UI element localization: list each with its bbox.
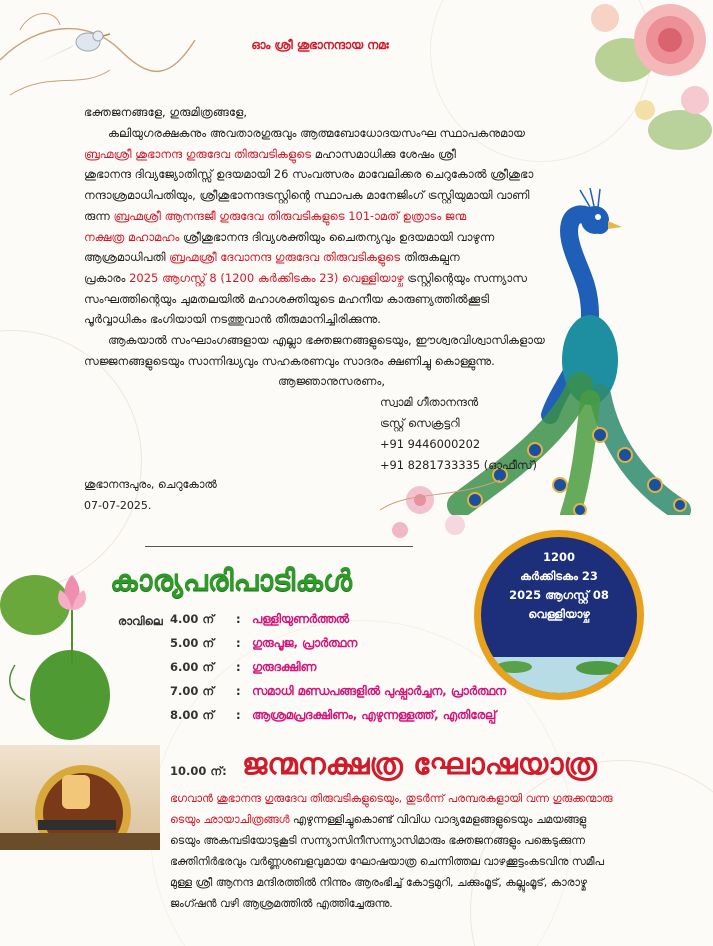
body-line: [84, 227, 494, 248]
text-run: മഹാസമാധിക്കു ശേഷം ശ്രീ: [311, 146, 456, 161]
body-line: [84, 309, 381, 330]
text-run: ആകയാൽ സംഘാംഗങ്ങളായ എല്ലാ ഭക്തജനങ്ങളുടെയും, ഈശ്വരവിശ്വാസികളായ: [108, 333, 545, 347]
body-line: [108, 330, 545, 351]
schedule-event: സമാധി മണ്ഡപങ്ങളിൽ പുഷ്പാർച്ചന, പ്രാർത്ഥന: [252, 684, 506, 698]
body-line: [84, 144, 456, 165]
text-run: ട്രസ്റ്റിന്റെയും സന്ന്യാസ: [403, 270, 527, 285]
badge-weekday: വെള്ളിയാഴ്ച: [528, 607, 590, 621]
highlighted-text: ഭഗവാൻ ശുഭാനന്ദ ഗുരുദേവ തിരുവടികളുടെയും, തുടർന്ന് പരമ്പരകളായി വന്ന ഗുരുക്കന്മാരു: [170, 792, 613, 805]
header-invocation: ഓം ശ്രീ ശുഭാനന്ദായ നമഃ: [251, 38, 389, 52]
schedule-time: 8.00 ന്: [170, 708, 215, 722]
body-line: [84, 289, 489, 310]
signatory-name: സ്വാമി ഗീതാനന്ദൻ: [380, 395, 479, 409]
lotus-leaves-decoration: [0, 555, 120, 755]
text-run: ആശ്രമാധിപതി: [84, 250, 170, 265]
badge-malayalam-date: കർക്കിടകം 23: [520, 569, 598, 583]
body-line: [84, 206, 466, 227]
lily-pad: [496, 661, 532, 673]
rose-flowers-decoration: [585, 0, 713, 200]
text-run: കലിയുഗരക്ഷകനും അവതാരഗുരുവും ആത്മബോധോദയസംഘ സ്ഥാപകനുമായ: [108, 126, 525, 140]
signatory-title: ട്രസ്റ്റ് സെക്രട്ടറി: [380, 416, 460, 430]
body-line: [84, 247, 460, 268]
procession-photo: [0, 745, 160, 850]
procession-line: [170, 789, 612, 810]
phone-office: +91 8281733335 (ഓഫീസ്): [380, 458, 537, 472]
body-line: [108, 123, 525, 144]
place-label: ശുഭാനന്ദപുരം, ചെറുകോൽ: [84, 478, 217, 491]
text-run: ശ്രീശുഭാനന്ദ ദിവ്യശക്തിയും ചൈതന്യവും ഉദയമായി വാഴുന്ന: [179, 229, 495, 244]
badge-gregorian-date: 2025 ആഗസ്റ്റ് 08: [509, 588, 609, 602]
schedule-separator: :: [236, 708, 241, 722]
schedule-separator: :: [236, 636, 241, 650]
badge-year: 1200: [542, 550, 575, 564]
section-divider: [145, 546, 413, 547]
photo-banner: [38, 820, 116, 830]
programme-title: കാര്യപരിപാടികൾ: [110, 563, 353, 597]
procession-time: 10.00 ന്:: [170, 764, 227, 778]
text-run: ജംഗ്ഷൻ വഴി ആശ്രമത്തിൽ എത്തിച്ചേരുന്നു.: [170, 897, 393, 910]
procession-line: [170, 852, 604, 873]
schedule-separator: :: [236, 612, 241, 626]
schedule-event: ആശ്രമപ്രദക്ഷിണം, എഴുന്നള്ളത്ത്, എതിരേല്പ്: [252, 708, 497, 722]
schedule-event: പള്ളിയുണർത്തൽ: [252, 612, 349, 626]
procession-line: [170, 831, 585, 852]
text-run: പൂർവ്വാധികം ഭംഗിയായി നടത്തുവാൻ തീരുമാനിച്ചിരിക്കുന്നു.: [84, 312, 381, 327]
body-line: [84, 351, 495, 372]
morning-label: രാവിലെ: [118, 614, 163, 628]
procession-line: [170, 894, 393, 915]
salutation: ഭക്തജനങ്ങളേ, ഗുരുമിത്രങ്ങളേ,: [84, 105, 248, 119]
text-run: മുള്ള ശ്രീ ആനന്ദ മന്ദിരത്തിൽ നിന്നും ആരംഭിച്ച് കോട്ടമുറി, ചക്കുംമൂട്, കല്ലുംമൂട്, കാരാഴ്മ: [170, 876, 587, 889]
badge-text: [481, 548, 637, 624]
phone-primary: +91 9446000202: [380, 437, 481, 451]
text-run: സജ്ജനങ്ങളുടെയും സാന്നിദ്ധ്യവും സഹകരണവും സാദരം ക്ഷണിച്ചു കൊള്ളുന്നു.: [84, 353, 495, 368]
highlighted-text: 2025 ആഗസ്റ്റ് 8 (1200 കർക്കിടകം 23) വെള്ളിയാഴ്ച: [129, 270, 404, 285]
photo-ground: [0, 833, 160, 850]
text-run: ടെയും അകമ്പടിയോടുകൂടി സന്ന്യാസിനീസന്ന്യാസിമാരും ഭക്തജനങ്ങളും പങ്കെടുക്കുന്ന: [170, 834, 585, 847]
procession-line: [170, 873, 587, 894]
text-run: പ്രകാരം: [84, 270, 130, 285]
schedule-time: 4.00 ന്: [170, 612, 215, 626]
closing-line: ആജ്ഞാനുസരണം,: [278, 374, 385, 388]
highlighted-text: ബ്രഹ്മശ്രീ ദേവാനന്ദ ഗുരുദേവ തിരുവടികളുടെ: [169, 250, 401, 265]
text-run: തിരുകല്പന: [400, 250, 460, 265]
text-run: സംഘത്തിന്റെയും ചുമതലയിൽ മഹാശക്തിയുടെ മഹനീയ കാരുണ്യത്തിൽക്കൂടി: [84, 291, 490, 306]
highlighted-text: നക്ഷത്ര മഹാമഹം: [84, 229, 180, 244]
text-run: നന്ദാശ്രമാധിപതിയും, ശ്രീശുഭാനന്ദട്രസ്റ്റിന്റെ സ്ഥാപക മാനേജിംഗ് ട്രസ്റ്റിയുമായി വാണി: [84, 188, 530, 203]
body-line: [84, 268, 527, 289]
photo-portrait: [62, 775, 90, 809]
highlighted-text: ബ്രഹ്മശ്രീ ആനന്ദജീ ഗുരുദേവ തിരുവടികളുടെ 101-ാമത് ഉത്രാടം ജന്മ: [113, 208, 467, 223]
schedule-time: 5.00 ന്: [170, 636, 215, 650]
text-run: ഭക്തിനിർഭരവും വർണ്ണശബളവുമായ ഘോഷയാത്ര ചെന്നിത്തല വാഴക്കൂട്ടംകടവിനു സമീപ: [170, 855, 604, 868]
body-line: [84, 164, 533, 185]
schedule-time: 7.00 ന്: [170, 684, 215, 698]
procession-line: [170, 810, 586, 831]
body-line: [84, 185, 529, 206]
date-label: 07-07-2025.: [84, 499, 152, 512]
text-run: ശുഭാനന്ദ ദിവ്യജ്യോതിസ്സ് ഉദയമായി 26 സംവത്സരം മാവേലിക്കര ചെറുകോൽ ശ്രീശുഭാ: [84, 167, 534, 182]
schedule-event: ഗുരുപൂജ, പ്രാർത്ഥന: [252, 636, 358, 650]
highlighted-text: ബ്രഹ്മശ്രീ ശുഭാനന്ദ ഗുരുദേവ തിരുവടികളുടെ: [84, 146, 312, 161]
schedule-separator: :: [236, 684, 241, 698]
text-run: എഴുന്നള്ളിച്ചുകൊണ്ട് വിവിധ വാദ്യമേളങ്ങളുടെയും ചമയങ്ങളു: [289, 813, 587, 826]
text-run: രുന്ന: [84, 208, 114, 223]
schedule-event: ഗുരുദക്ഷിണ: [252, 660, 317, 674]
lily-pad: [576, 661, 620, 675]
schedule-separator: :: [236, 660, 241, 674]
highlighted-text: ടെയും ഛായാചിത്രങ്ങൾ: [170, 813, 290, 826]
procession-title: ജന്മനക്ഷത്ര ഘോഷയാത്ര: [242, 747, 597, 782]
schedule-time: 6.00 ന്: [170, 660, 215, 674]
